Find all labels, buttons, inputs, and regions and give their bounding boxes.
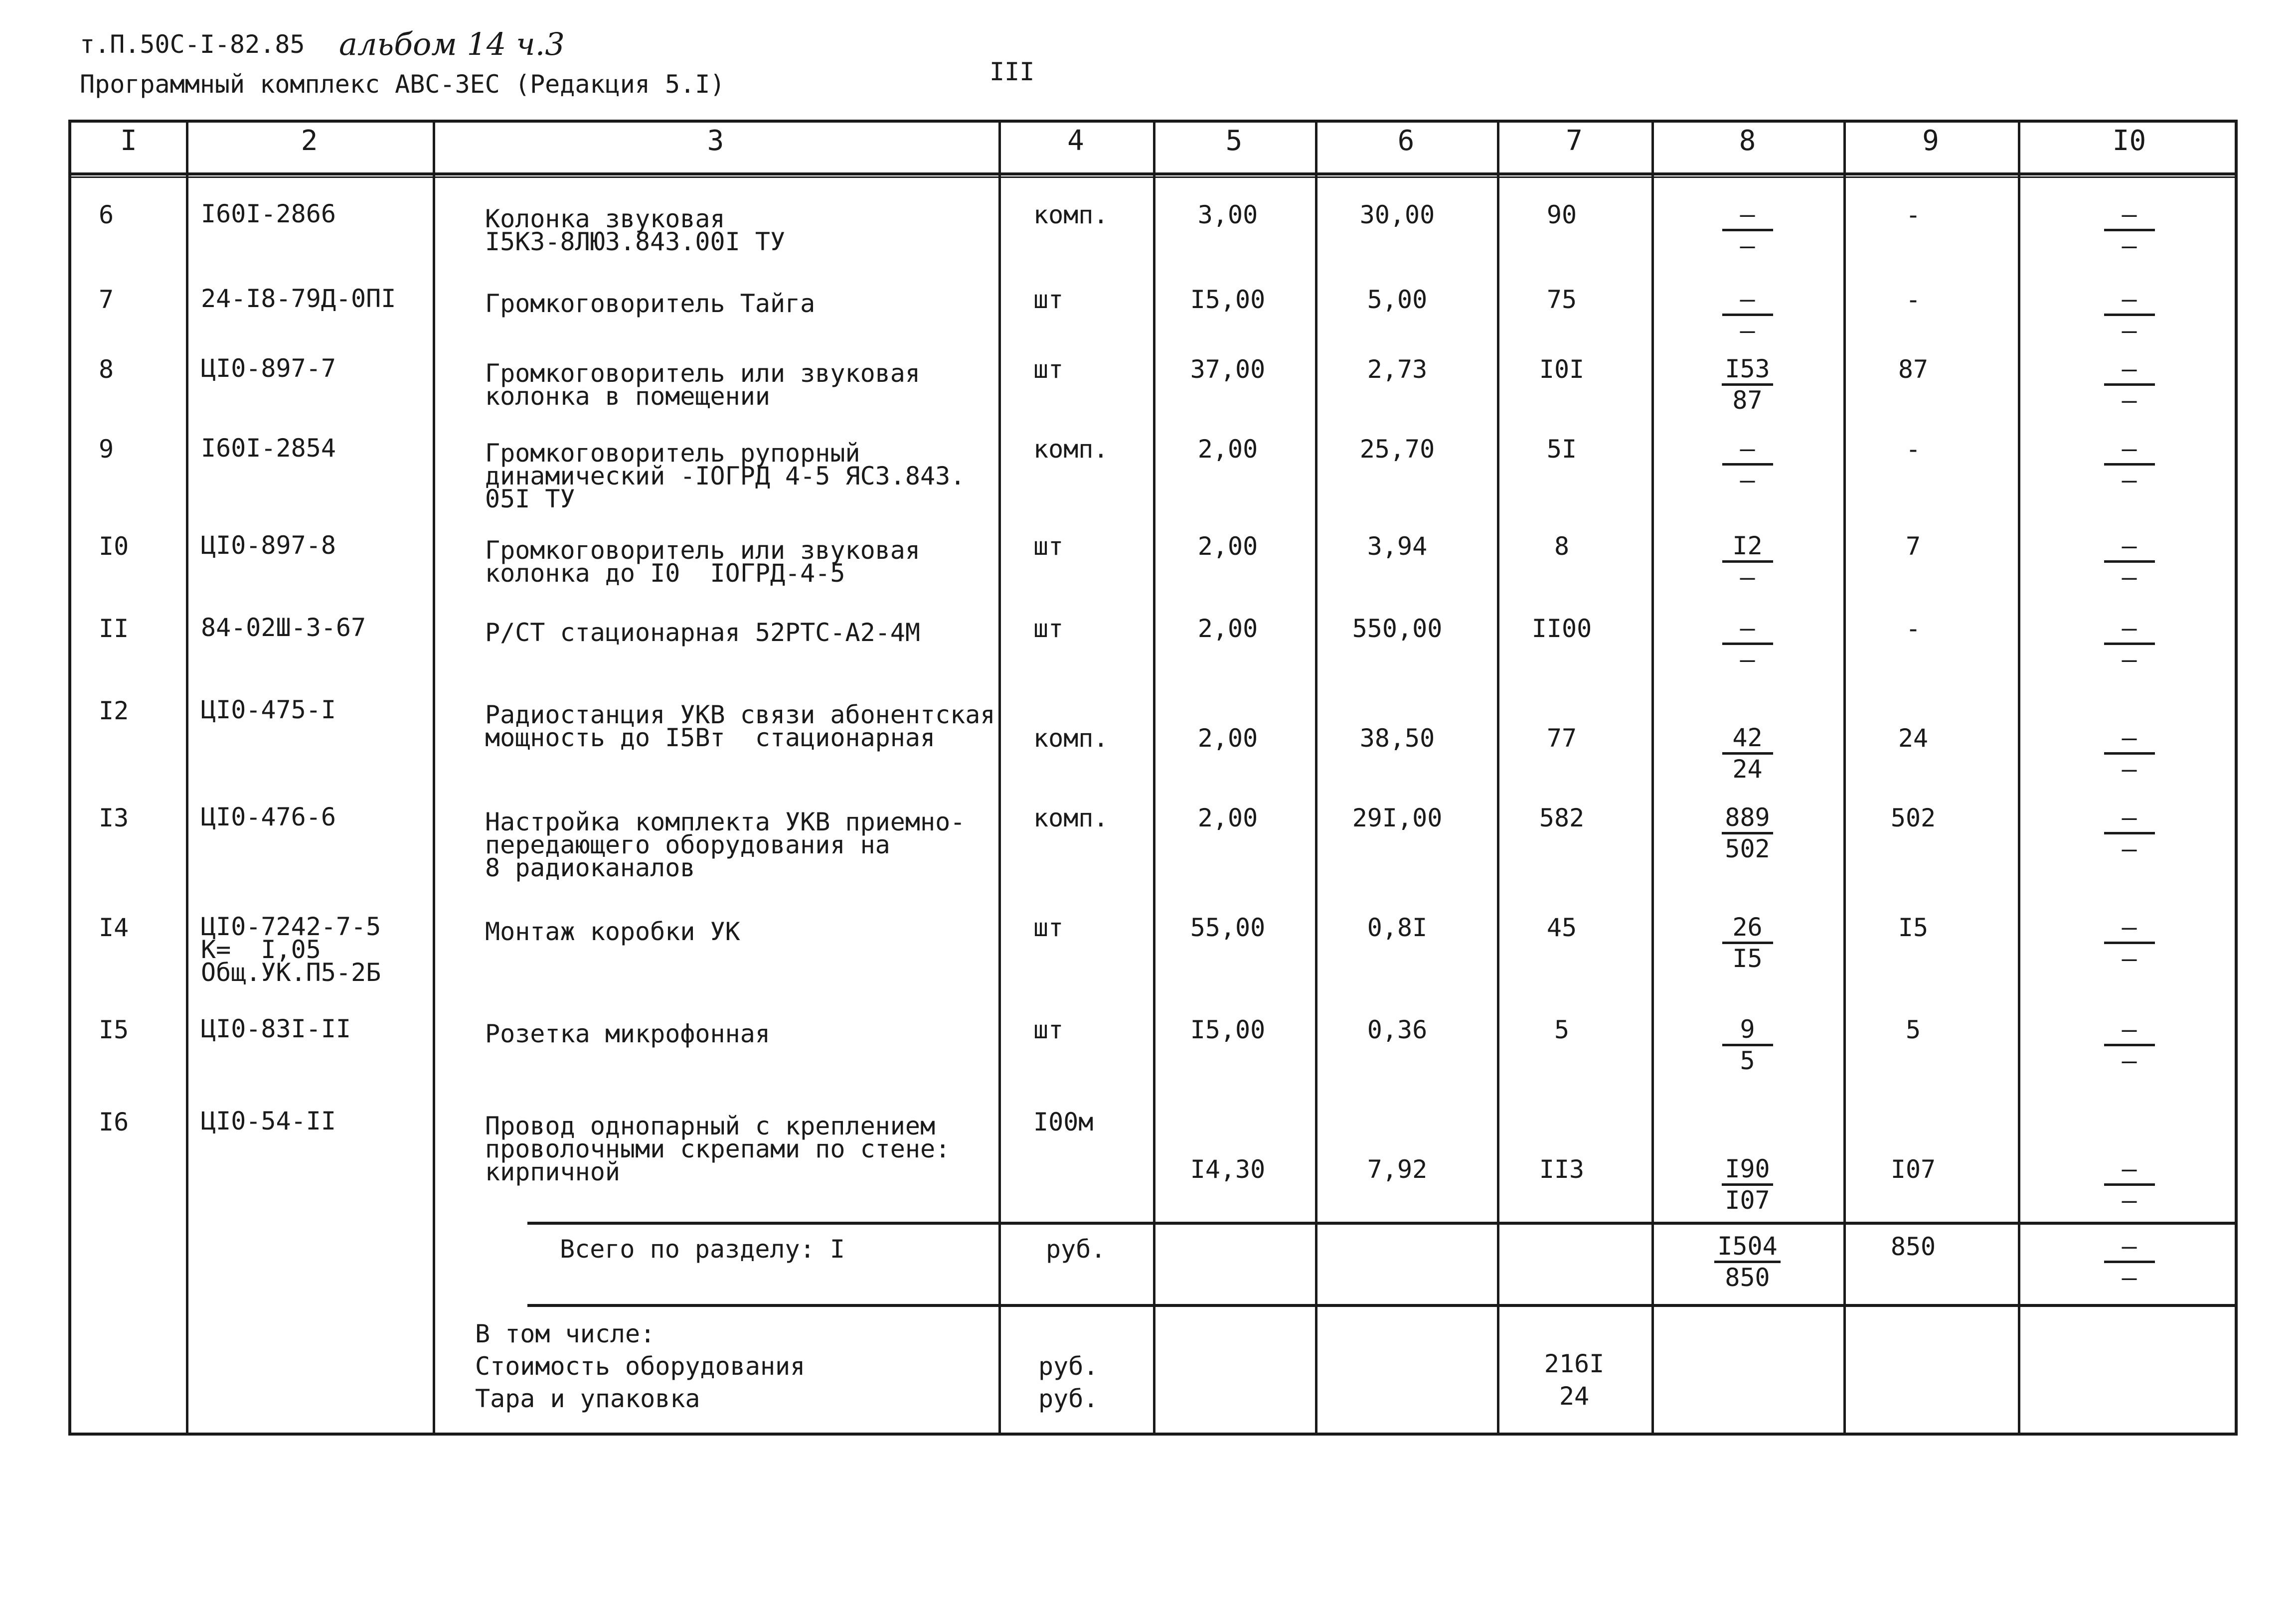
fraction-denominator: –	[2122, 316, 2137, 345]
row-col8	[1651, 354, 1843, 415]
row-col9: -	[1905, 200, 1921, 229]
row-col10	[2018, 1154, 2241, 1215]
fraction-denominator: 87	[1732, 386, 1763, 415]
fraction-denominator: –	[1740, 231, 1755, 260]
fraction-numerator: –	[2104, 803, 2155, 834]
row-price: 25,70	[1359, 435, 1435, 464]
packaging-unit: руб.	[1038, 1384, 1099, 1413]
fraction-numerator: 9	[1722, 1015, 1773, 1046]
row-unit: комп.	[1033, 804, 1109, 832]
fraction-numerator: –	[2104, 434, 2155, 466]
row-col10	[2018, 803, 2241, 863]
row-qty: 2,00	[1197, 804, 1258, 832]
row-number: 9	[99, 435, 114, 464]
fraction-numerator: –	[1722, 434, 1773, 466]
row-name: Радиостанция УКВ связи абонентская мощность до I5Вт стационарная	[485, 700, 995, 752]
row-code: ЦI0-476-6	[201, 803, 336, 831]
row-col9: -	[1905, 614, 1921, 643]
fraction-denominator: 5	[1740, 1046, 1755, 1075]
row-col8	[1651, 531, 1843, 592]
fraction-numerator: –	[2104, 723, 2155, 755]
fraction-denominator: 24	[1732, 755, 1763, 784]
row-total: II3	[1539, 1155, 1585, 1184]
row-code: ЦI0-83I-II	[201, 1014, 351, 1043]
row-total: 5	[1554, 1015, 1570, 1044]
fraction-numerator: –	[2104, 1232, 2155, 1263]
fraction-denominator: –	[2122, 755, 2137, 784]
equipment-cost-label: Стоимость оборудования	[475, 1352, 806, 1381]
row-unit: комп.	[1033, 200, 1109, 229]
row-name: Громкоговоритель или звуковая колонка до I0 IОГРД-4-5	[485, 536, 920, 588]
row-col8	[1651, 285, 1843, 345]
row-col8	[1651, 614, 1843, 674]
fraction-numerator: –	[1722, 285, 1773, 316]
equipment-cost-unit: руб.	[1038, 1352, 1099, 1381]
row-total: 45	[1546, 913, 1577, 942]
row-qty: 2,00	[1197, 614, 1258, 643]
row-total: 582	[1539, 804, 1585, 832]
row-code: 24-I8-79Д-0ПI	[201, 284, 396, 313]
fraction-numerator: –	[2104, 200, 2155, 231]
row-col10	[2018, 354, 2241, 415]
row-unit: комп.	[1033, 724, 1109, 753]
row-qty: I5,00	[1190, 285, 1266, 314]
row-total: 5I	[1546, 435, 1577, 464]
row-qty: 2,00	[1197, 532, 1258, 561]
packaging-label: Тара и упаковка	[475, 1384, 700, 1413]
row-col8	[1651, 200, 1843, 260]
row-code: ЦI0-54-II	[201, 1107, 336, 1135]
fraction-numerator: I53	[1722, 354, 1773, 386]
row-col10	[2018, 434, 2241, 494]
row-qty: 3,00	[1197, 200, 1258, 229]
fraction-denominator: 502	[1725, 834, 1770, 863]
row-qty: 2,00	[1197, 724, 1258, 753]
row-unit: шт	[1033, 1015, 1064, 1044]
col-header-2: 2	[301, 125, 318, 157]
row-number: 8	[99, 355, 114, 384]
row-col9: -	[1905, 285, 1921, 314]
row-col10	[2018, 1015, 2241, 1075]
row-col9: -	[1905, 435, 1921, 464]
total-section-col9: 850	[1890, 1232, 1936, 1261]
row-name: Настройка комплекта УКВ приемно- передающего оборудования на 8 радиоканалов	[485, 808, 966, 882]
row-unit: шт	[1033, 355, 1064, 384]
equipment-cost-value: 216I	[1544, 1349, 1605, 1378]
row-code: I60I-2866	[201, 199, 336, 228]
row-number: II	[99, 614, 129, 643]
row-price: 2,73	[1367, 355, 1428, 384]
col-header-3: 3	[707, 125, 724, 157]
fraction-denominator: I07	[1725, 1186, 1770, 1215]
row-total: I0I	[1539, 355, 1585, 384]
row-col9: 87	[1898, 355, 1929, 384]
row-number: I5	[99, 1015, 129, 1044]
row-code: ЦI0-897-7	[201, 354, 336, 383]
col-header-5: 5	[1225, 125, 1243, 157]
fraction-denominator: –	[2122, 834, 2137, 863]
estimate-table	[68, 120, 2238, 1436]
row-price: 7,92	[1367, 1155, 1428, 1184]
fraction-denominator: –	[2122, 466, 2137, 494]
fraction-numerator: –	[2104, 1154, 2155, 1186]
fraction-numerator: –	[2104, 614, 2155, 645]
col-header-8: 8	[1739, 125, 1756, 157]
row-col9: 502	[1890, 804, 1936, 832]
fraction-numerator: –	[2104, 531, 2155, 563]
album-note: альбом 14 ч.3	[339, 26, 565, 62]
fraction-denominator: –	[1740, 316, 1755, 345]
total-section-col10	[2018, 1232, 2241, 1292]
total-section-label: Всего по разделу: I	[560, 1235, 845, 1264]
row-qty: 2,00	[1197, 435, 1258, 464]
row-code: 84-02Ш-3-67	[201, 613, 366, 642]
row-unit: шт	[1033, 913, 1064, 942]
row-qty: 37,00	[1190, 355, 1266, 384]
fraction-numerator: 889	[1722, 803, 1773, 834]
col-header-4: 4	[1067, 125, 1084, 157]
row-col9: I07	[1890, 1155, 1936, 1184]
fraction-denominator: 850	[1725, 1263, 1770, 1292]
row-name: Розетка микрофонная	[485, 1019, 770, 1048]
fraction-numerator: 42	[1722, 723, 1773, 755]
row-number: I0	[99, 532, 129, 561]
row-number: I3	[99, 804, 129, 832]
fraction-numerator: I2	[1722, 531, 1773, 563]
fraction-numerator: –	[2104, 354, 2155, 386]
doc-code: т.П.50С-I-82.85	[80, 30, 305, 59]
fraction-numerator: I504	[1714, 1232, 1780, 1263]
row-unit: шт	[1033, 285, 1064, 314]
fraction-numerator: –	[1722, 200, 1773, 231]
row-col9: I5	[1898, 913, 1929, 942]
fraction-denominator: –	[2122, 944, 2137, 973]
page-number: III	[989, 57, 1035, 86]
packaging-value: 24	[1559, 1382, 1590, 1411]
row-name: Р/СТ стационарная 52РТС-А2-4М	[485, 618, 920, 647]
row-name: Колонка звуковая I5КЗ-8ЛЮЗ.843.00I ТУ	[485, 204, 786, 256]
row-qty: I5,00	[1190, 1015, 1266, 1044]
row-price: 30,00	[1359, 200, 1435, 229]
row-price: 0,36	[1367, 1015, 1428, 1044]
row-col10	[2018, 531, 2241, 592]
row-col9: 24	[1898, 724, 1929, 753]
fraction-denominator: –	[1740, 466, 1755, 494]
fraction-numerator: I90	[1722, 1154, 1773, 1186]
software-name: Программный комплекс АВС-ЗЕС (Редакция 5.I)	[80, 70, 725, 99]
row-col8	[1651, 723, 1843, 784]
row-unit: шт	[1033, 532, 1064, 561]
fraction-numerator: –	[2104, 913, 2155, 944]
fraction-denominator: –	[2122, 645, 2137, 674]
row-number: I6	[99, 1108, 129, 1136]
total-section-col8	[1651, 1232, 1843, 1292]
fraction-numerator: –	[2104, 1015, 2155, 1046]
fraction-denominator: –	[2122, 231, 2137, 260]
row-number: I2	[99, 696, 129, 725]
col-header-7: 7	[1566, 125, 1583, 157]
row-col9: 7	[1905, 532, 1921, 561]
row-number: 6	[99, 200, 114, 229]
fraction-numerator: –	[2104, 285, 2155, 316]
row-col8	[1651, 803, 1843, 863]
fraction-numerator: –	[1722, 614, 1773, 645]
row-price: 550,00	[1352, 614, 1443, 643]
row-code: ЦI0-475-I	[201, 695, 336, 724]
fraction-denominator: –	[2122, 563, 2137, 592]
row-col8	[1651, 434, 1843, 494]
row-name: Монтаж коробки УК	[485, 917, 740, 946]
fraction-denominator: I5	[1732, 944, 1763, 973]
row-unit: комп.	[1033, 435, 1109, 464]
row-col9: 5	[1905, 1015, 1921, 1044]
row-code: ЦI0-897-8	[201, 531, 336, 560]
row-price: 5,00	[1367, 285, 1428, 314]
row-number: 7	[99, 285, 114, 314]
row-price: 38,50	[1359, 724, 1435, 753]
total-section-unit: руб.	[1046, 1235, 1106, 1264]
row-total: 77	[1546, 724, 1577, 753]
row-total: 8	[1554, 532, 1570, 561]
row-col10	[2018, 285, 2241, 345]
fraction-denominator: –	[1740, 563, 1755, 592]
row-price: 3,94	[1367, 532, 1428, 561]
row-unit: шт	[1033, 614, 1064, 643]
row-number: I4	[99, 913, 129, 942]
row-qty: 55,00	[1190, 913, 1266, 942]
fraction-denominator: –	[2122, 386, 2137, 415]
row-total: 75	[1546, 285, 1577, 314]
row-name: Громкоговоритель или звуковая колонка в помещении	[485, 359, 920, 411]
row-total: 90	[1546, 200, 1577, 229]
fraction-denominator: –	[2122, 1263, 2137, 1292]
row-col10	[2018, 614, 2241, 674]
row-col8	[1651, 1154, 1843, 1215]
fraction-denominator: –	[1740, 645, 1755, 674]
row-name: Провод однопарный с креплением проволочными скрепами по стене: кирпичной	[485, 1112, 951, 1186]
row-unit: I00м	[1033, 1108, 1094, 1136]
row-code: ЦI0-7242-7-5 К= I,05 Общ.УК.П5-2Б	[201, 912, 381, 987]
fraction-denominator: –	[2122, 1186, 2137, 1215]
col-header-1: I	[120, 125, 137, 157]
col-header-10: I0	[2112, 125, 2146, 157]
row-name: Громкоговоритель рупорный динамический -IОГРД 4-5 ЯСЗ.843. 05I ТУ	[485, 439, 966, 513]
row-col8	[1651, 1015, 1843, 1075]
row-code: I60I-2854	[201, 434, 336, 463]
row-col10	[2018, 913, 2241, 973]
row-col10	[2018, 723, 2241, 784]
row-price: 0,8I	[1367, 913, 1428, 942]
row-total: II00	[1531, 614, 1592, 643]
row-col8	[1651, 913, 1843, 973]
row-price: 29I,00	[1352, 804, 1443, 832]
row-name: Громкоговоритель Тайга	[485, 289, 816, 318]
col-header-6: 6	[1397, 125, 1415, 157]
row-col10	[2018, 200, 2241, 260]
fraction-denominator: –	[2122, 1046, 2137, 1075]
col-header-9: 9	[1922, 125, 1939, 157]
fraction-numerator: 26	[1722, 913, 1773, 944]
including-label: В том числе:	[475, 1319, 656, 1348]
row-qty: I4,30	[1190, 1155, 1266, 1184]
